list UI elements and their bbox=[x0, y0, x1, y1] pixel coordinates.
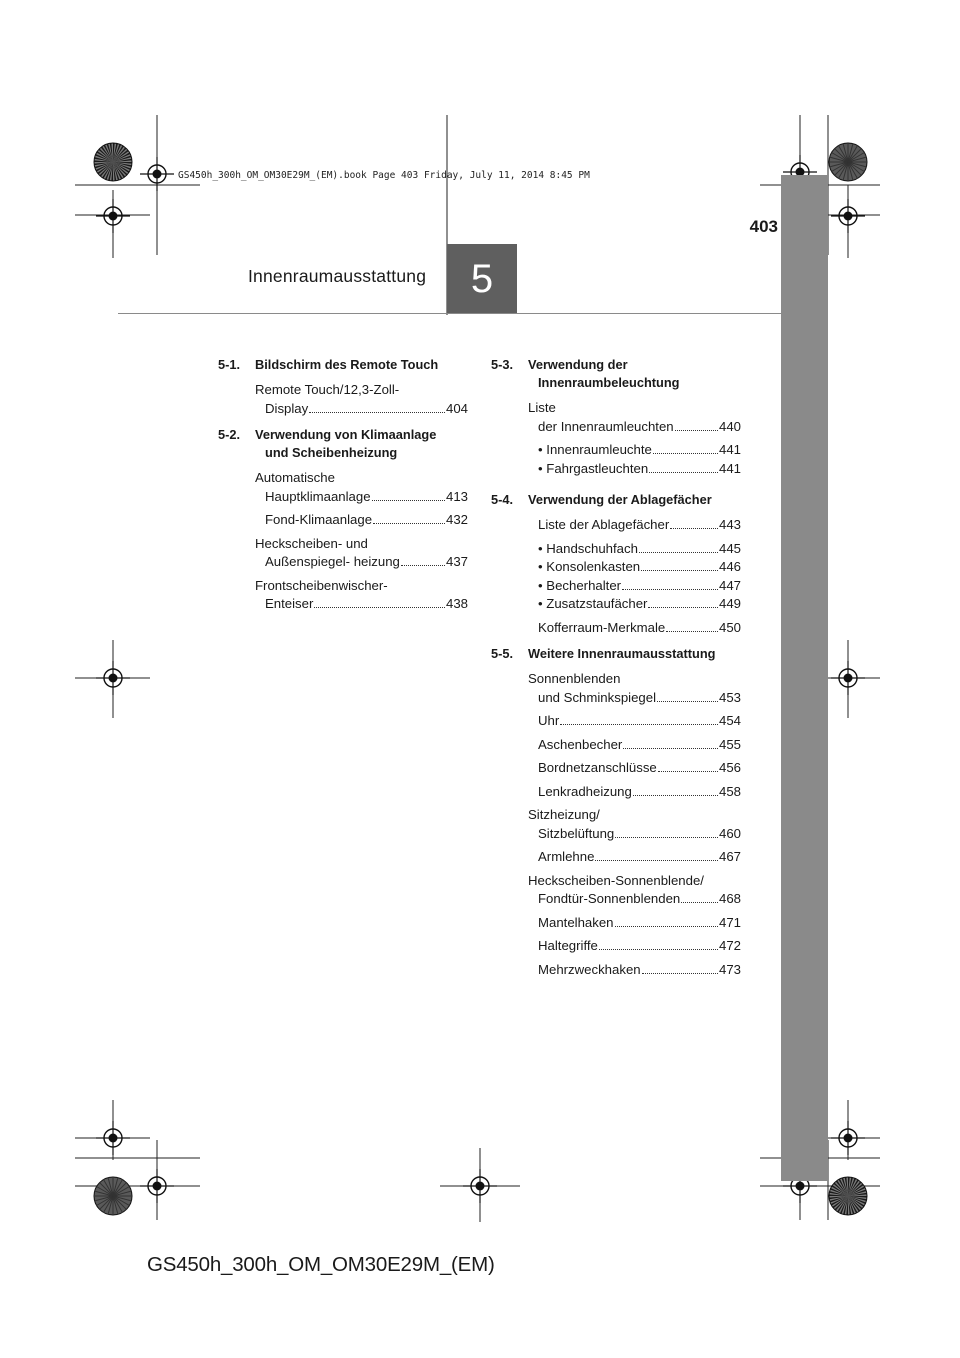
entry-label-last bbox=[538, 848, 741, 867]
toc-entry bbox=[255, 511, 468, 530]
entry-label-last bbox=[265, 488, 468, 507]
toc-entry bbox=[528, 670, 741, 707]
entry-label-line: Fond-Klimaanlage bbox=[265, 512, 373, 527]
entry-label-line: Display bbox=[265, 400, 309, 416]
entry-page: 438 bbox=[445, 596, 468, 611]
registration-target-icon bbox=[831, 199, 865, 233]
entry-page: 440 bbox=[718, 418, 741, 434]
sub-entry-label: • Konsolenkasten bbox=[538, 559, 641, 574]
spacer bbox=[491, 478, 741, 483]
toc-entry bbox=[528, 848, 741, 867]
toc-entry bbox=[255, 469, 468, 506]
toc-sub-entry bbox=[538, 441, 741, 460]
section-title bbox=[528, 645, 741, 663]
sub-entry-page: 446 bbox=[718, 559, 741, 574]
toc-entry bbox=[528, 399, 741, 436]
entry-label-last bbox=[538, 736, 741, 755]
dot-leader bbox=[657, 701, 718, 702]
entry-label-line: Liste bbox=[528, 400, 556, 415]
entry-label-line: Heckscheiben-Sonnenblende/ bbox=[528, 872, 704, 888]
dot-leader bbox=[595, 860, 718, 861]
sub-entry-label: • Zusatzstaufächer bbox=[538, 596, 648, 611]
toc-entry bbox=[255, 381, 468, 418]
sub-entry-label: • Handschuhfach bbox=[538, 540, 638, 556]
dot-leader bbox=[641, 570, 718, 571]
toc-entry bbox=[528, 872, 741, 909]
toc-section bbox=[491, 645, 741, 663]
entry-page: 455 bbox=[718, 736, 741, 752]
dot-leader bbox=[666, 631, 718, 632]
section-number: 5-3. bbox=[491, 357, 514, 372]
toc-section bbox=[491, 356, 741, 392]
toc-sub-entry bbox=[538, 577, 741, 596]
entry-label-last bbox=[538, 759, 741, 778]
entry-page: 432 bbox=[445, 512, 468, 527]
toc-entry bbox=[528, 736, 741, 755]
entry-label-line: Enteiser bbox=[265, 596, 314, 611]
chapter-title: Innenraumausstattung bbox=[248, 266, 427, 286]
entry-page: 453 bbox=[718, 689, 741, 705]
section-title-line: Weitere Innenraumausstattung bbox=[528, 646, 716, 661]
entry-label-line: Sonnenblenden bbox=[528, 671, 621, 686]
registration-target-icon bbox=[96, 1121, 130, 1155]
section-title bbox=[255, 426, 468, 462]
entry-label-line: Sitzheizung/ bbox=[528, 807, 600, 822]
entry-label-line: Heckscheiben- und bbox=[255, 535, 368, 551]
entry-label-line: Liste der Ablagefächer bbox=[538, 517, 670, 532]
entry-page: 443 bbox=[718, 517, 741, 532]
registration-target-icon bbox=[96, 661, 130, 695]
entry-label-last bbox=[265, 400, 468, 419]
toc-sub-entry bbox=[538, 540, 741, 559]
registration-target-icon bbox=[140, 157, 174, 191]
color-starburst-icon bbox=[829, 1177, 867, 1215]
entry-label-last bbox=[538, 825, 741, 844]
entry-label-last bbox=[538, 516, 741, 535]
entry-label-line: Aschenbecher bbox=[538, 736, 623, 752]
dot-leader bbox=[314, 607, 445, 608]
dot-leader bbox=[372, 500, 445, 501]
entry-label-line: Automatische bbox=[255, 470, 335, 485]
entry-label-last bbox=[538, 961, 741, 980]
entry-page: 460 bbox=[718, 825, 741, 841]
entry-label-line: Armlehne bbox=[538, 849, 595, 864]
dot-leader bbox=[615, 926, 718, 927]
entry-page: 458 bbox=[718, 783, 741, 799]
entry-page: 404 bbox=[445, 400, 468, 416]
toc-section bbox=[218, 356, 468, 374]
section-number: 5-2. bbox=[218, 427, 241, 442]
entry-label-line: Remote Touch/12,3-Zoll- bbox=[255, 382, 400, 397]
entry-label-line: Kofferraum-Merkmale bbox=[538, 619, 666, 635]
section-title bbox=[528, 491, 741, 509]
dot-leader bbox=[649, 472, 718, 473]
sub-entry-page: 447 bbox=[718, 577, 741, 593]
sub-entry-label: • Innenraumleuchte bbox=[538, 442, 652, 457]
entry-label-last bbox=[538, 619, 741, 638]
entry-label-last bbox=[538, 890, 741, 909]
section-number: 5-4. bbox=[491, 492, 514, 507]
entry-label-line: Hauptklimaanlage bbox=[265, 488, 371, 504]
entry-page: 454 bbox=[718, 713, 741, 728]
entry-label-line: und Schminkspiegel bbox=[538, 689, 657, 705]
sub-entry-page: 441 bbox=[718, 460, 741, 476]
entry-label-last bbox=[265, 553, 468, 572]
toc-sub-entry bbox=[538, 595, 741, 614]
entry-page: 437 bbox=[445, 554, 468, 569]
entry-label-line: Mantelhaken bbox=[538, 914, 614, 930]
registration-target-icon bbox=[831, 1121, 865, 1155]
toc-sub-entry bbox=[538, 460, 741, 479]
dot-leader bbox=[675, 430, 718, 431]
dot-leader bbox=[309, 412, 445, 413]
print-slug: GS450h_300h_OM_OM30E29M_(EM).book Page 403 Friday, July 11, 2014 8:45 PM bbox=[178, 170, 590, 181]
toc-entry bbox=[528, 937, 741, 956]
entry-label-line: Mehrzweckhaken bbox=[538, 961, 641, 977]
registration-target-icon bbox=[463, 1169, 497, 1203]
dot-leader bbox=[622, 589, 718, 590]
entry-label-line: Lenkradheizung bbox=[538, 783, 632, 799]
entry-label-line: Sitzbelüftung bbox=[538, 825, 615, 841]
page-number: 403 bbox=[749, 217, 778, 236]
dot-leader bbox=[642, 973, 718, 974]
dot-leader bbox=[599, 949, 718, 950]
dot-leader bbox=[373, 523, 445, 524]
entry-label-last bbox=[265, 511, 468, 530]
sub-entry-label: • Fahrgastleuchten bbox=[538, 460, 649, 476]
section-title-line: Bildschirm des Remote Touch bbox=[255, 357, 439, 372]
header-rule bbox=[118, 313, 782, 314]
toc-entry bbox=[528, 712, 741, 731]
footer-document-code: GS450h_300h_OM_OM30E29M_(EM) bbox=[147, 1253, 495, 1276]
entry-page: 471 bbox=[718, 914, 741, 930]
dot-leader bbox=[401, 565, 445, 566]
entry-label-last bbox=[538, 937, 741, 956]
entry-page: 472 bbox=[718, 938, 741, 953]
dot-leader bbox=[615, 837, 718, 838]
dot-leader bbox=[633, 795, 718, 796]
dot-leader bbox=[560, 724, 718, 725]
toc-entry bbox=[528, 619, 741, 638]
entry-label-line: Außenspiegel- heizung bbox=[265, 554, 400, 569]
chapter-number-tab: 5 bbox=[447, 244, 517, 314]
sub-entry-label: • Becherhalter bbox=[538, 577, 622, 593]
color-starburst-icon bbox=[94, 143, 132, 181]
entry-page: 473 bbox=[718, 961, 741, 977]
registration-target-icon bbox=[831, 661, 865, 695]
section-title bbox=[255, 356, 468, 374]
dot-leader bbox=[658, 771, 718, 772]
entry-label-last bbox=[538, 418, 741, 437]
entry-label-line: der Innenraumleuchten bbox=[538, 418, 674, 434]
entry-label-last bbox=[538, 712, 741, 731]
toc-entry bbox=[528, 783, 741, 802]
toc-entry bbox=[255, 535, 468, 572]
toc-sub-entry bbox=[538, 558, 741, 577]
registration-target-icon bbox=[96, 199, 130, 233]
section-title-line: und Scheibenheizung bbox=[265, 445, 398, 460]
dot-leader bbox=[623, 748, 718, 749]
entry-label-line: Haltegriffe bbox=[538, 938, 598, 953]
sub-entry-page: 441 bbox=[718, 442, 741, 457]
dot-leader bbox=[648, 607, 718, 608]
dot-leader bbox=[670, 528, 718, 529]
entry-label-last bbox=[265, 595, 468, 614]
gray-register-dot-icon bbox=[94, 1177, 132, 1215]
toc-section bbox=[491, 491, 741, 509]
section-title-line: Innenraumbeleuchtung bbox=[538, 375, 680, 390]
toc-entry bbox=[528, 759, 741, 778]
toc-right-column bbox=[491, 356, 741, 984]
dot-leader bbox=[681, 902, 718, 903]
toc-entry bbox=[255, 577, 468, 614]
dot-leader bbox=[639, 552, 718, 553]
entry-label-last bbox=[538, 783, 741, 802]
entry-label-line: Uhr bbox=[538, 713, 560, 728]
section-title-line: Verwendung der bbox=[528, 357, 628, 372]
chapter-side-bar bbox=[781, 175, 828, 1181]
toc-entry bbox=[528, 914, 741, 933]
registration-target-icon bbox=[140, 1169, 174, 1203]
section-title-line: Verwendung von Klimaanlage bbox=[255, 427, 437, 442]
toc-entry bbox=[528, 516, 741, 535]
sub-entry-page: 449 bbox=[718, 596, 741, 611]
entry-label-line: Frontscheibenwischer- bbox=[255, 577, 388, 593]
dot-leader bbox=[653, 453, 718, 454]
entry-page: 413 bbox=[445, 488, 468, 504]
entry-label-last bbox=[538, 914, 741, 933]
section-number: 5-5. bbox=[491, 646, 514, 661]
entry-label-line: Bordnetzanschlüsse bbox=[538, 760, 657, 775]
toc-entry bbox=[528, 961, 741, 980]
gray-register-dot-icon bbox=[829, 143, 867, 181]
entry-label-last bbox=[538, 689, 741, 708]
sub-entry-page: 445 bbox=[718, 540, 741, 556]
entry-page: 467 bbox=[718, 849, 741, 864]
entry-page: 456 bbox=[718, 760, 741, 775]
section-number: 5-1. bbox=[218, 357, 241, 372]
toc-entry bbox=[528, 806, 741, 843]
entry-page: 450 bbox=[718, 619, 741, 635]
section-title bbox=[528, 356, 741, 392]
toc-left-column bbox=[218, 356, 468, 619]
toc-section bbox=[218, 426, 468, 462]
section-title-line: Verwendung der Ablagefächer bbox=[528, 492, 712, 507]
entry-label-line: Fondtür-Sonnenblenden bbox=[538, 891, 681, 906]
entry-page: 468 bbox=[718, 891, 741, 906]
